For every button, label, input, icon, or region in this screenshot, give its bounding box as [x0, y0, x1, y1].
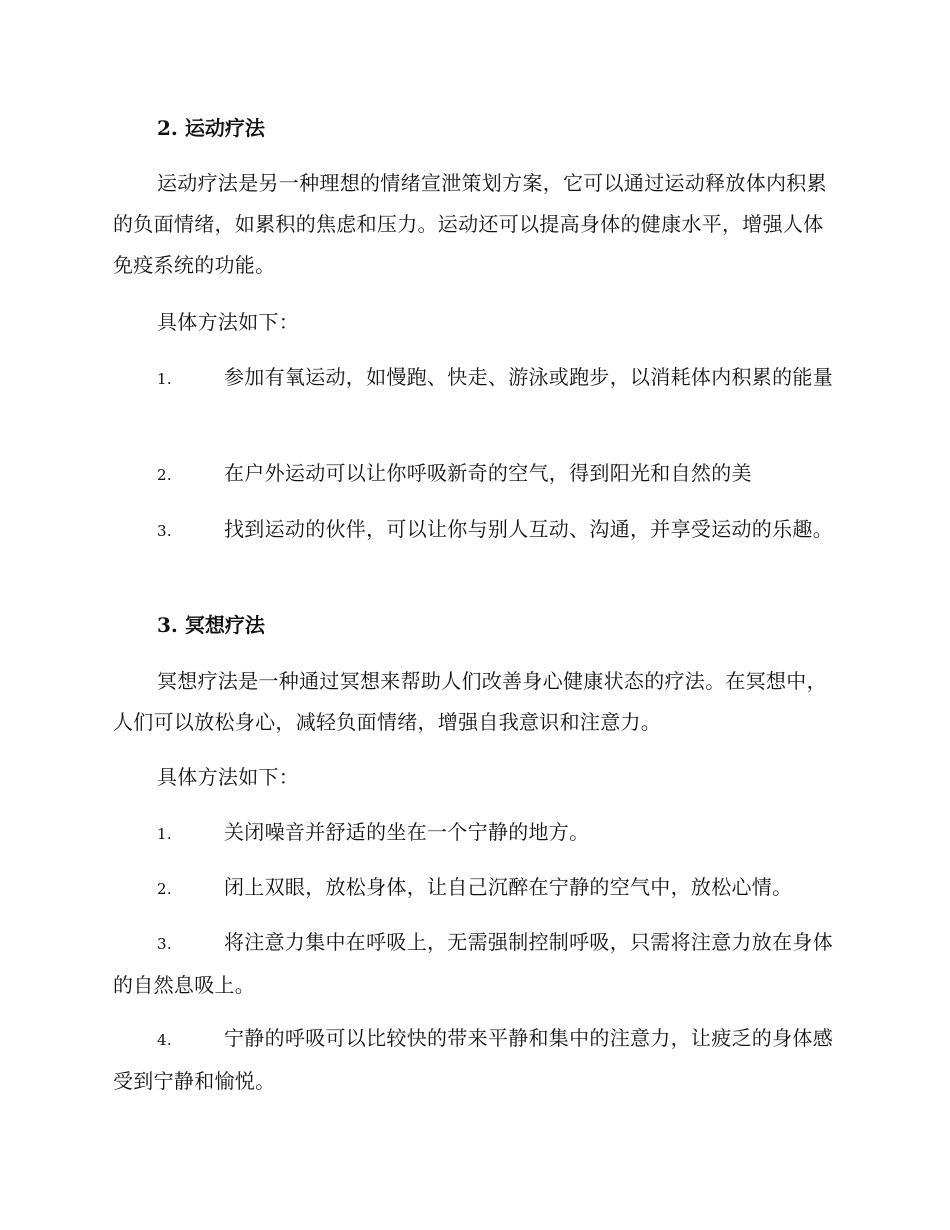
list-item-text: 找到运动的伙伴，可以让你与别人互动、沟通，并享受运动的乐趣。	[224, 517, 833, 541]
list-item: 1. 关闭噪音并舒适的坐在一个宁静的地方。	[157, 820, 590, 844]
list-item: 2. 在户外运动可以让你呼吸新奇的空气，得到阳光和自然的美	[157, 461, 752, 485]
paragraph-exercise-intro: 运动疗法是另一种理想的情绪宣泄策划方案，它可以通过运动释放体内积累的负面情绪，如累积的焦虑和压力。运动还可以提高身体的健康水平，增强人体免疫系统的功能。	[113, 171, 827, 277]
list-item: 4. 宁静的呼吸可以比较快的带来平静和集中的注意力，让疲乏的身体感受到宁静和愉悦。	[113, 1026, 833, 1093]
list-item-text: 闭上双眼，放松身体，让自己沉醉在宁静的空气中，放松心情。	[224, 875, 793, 899]
paragraph-method-label: 具体方法如下：	[157, 310, 300, 334]
list-item: 3. 找到运动的伙伴，可以让你与别人互动、沟通，并享受运动的乐趣。	[157, 517, 833, 541]
section-heading-meditation-therapy: 3. 冥想疗法	[157, 613, 265, 637]
paragraph-method-label: 具体方法如下：	[157, 765, 300, 789]
list-item: 2. 闭上双眼，放松身体，让自己沉醉在宁静的空气中，放松心情。	[157, 875, 793, 899]
list-item-text: 关闭噪音并舒适的坐在一个宁静的地方。	[224, 820, 590, 844]
list-item-text: 参加有氧运动，如慢跑、快走、游泳或跑步，以消耗体内积累的能量	[224, 365, 833, 389]
list-item-text: 在户外运动可以让你呼吸新奇的空气，得到阳光和自然的美	[224, 461, 752, 485]
section-heading-exercise-therapy: 2. 运动疗法	[157, 116, 265, 140]
list-item: 3. 将注意力集中在呼吸上，无需强制控制呼吸，只需将注意力放在身体的自然息吸上。	[113, 930, 833, 997]
list-item-text: 将注意力集中在呼吸上，无需强制控制呼吸，只需将注意力放在身体的自然息吸上。	[113, 930, 833, 997]
list-item-text: 宁静的呼吸可以比较快的带来平静和集中的注意力，让疲乏的身体感受到宁静和愉悦。	[113, 1026, 833, 1093]
list-item: 1. 参加有氧运动，如慢跑、快走、游泳或跑步，以消耗体内积累的能量	[157, 365, 833, 389]
paragraph-meditation-intro: 冥想疗法是一种通过冥想来帮助人们改善身心健康状态的疗法。在冥想中，人们可以放松身心，减轻负面情绪，增强自我意识和注意力。	[113, 669, 827, 734]
